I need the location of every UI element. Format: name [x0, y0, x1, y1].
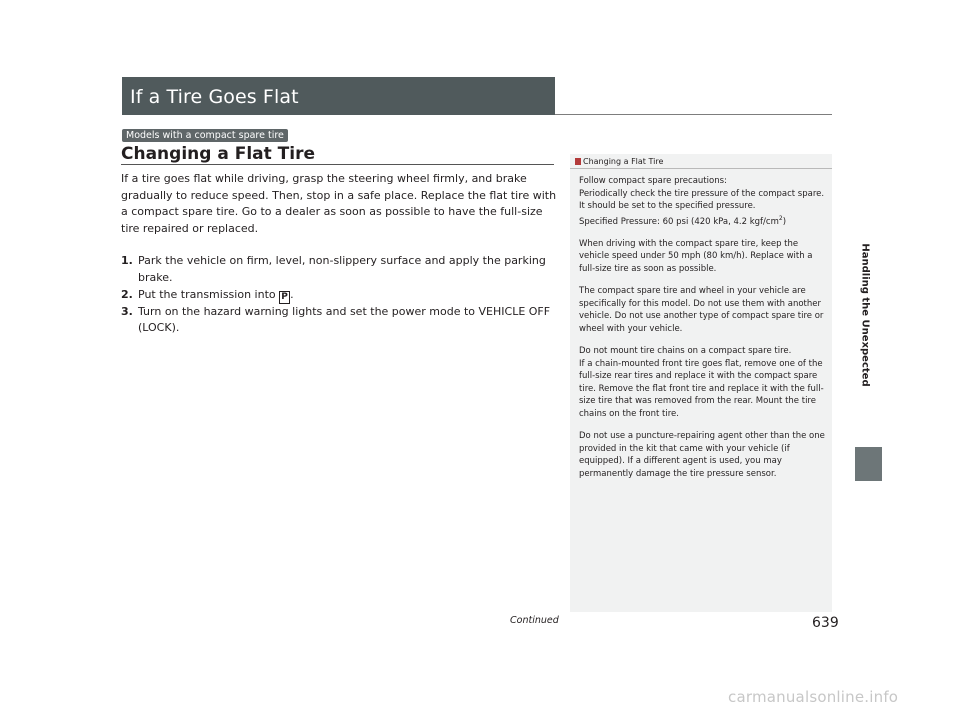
page-number: 639	[812, 615, 839, 631]
step-item	[121, 253, 557, 286]
notes-sidebar	[570, 154, 832, 612]
step-number: 3.	[121, 304, 133, 318]
main-body-text	[121, 171, 557, 337]
step-item	[121, 287, 557, 304]
model-applicability-tag: Models with a compact spare tire	[122, 129, 288, 142]
step-number: 2.	[121, 287, 133, 301]
chapter-tab-marker[interactable]	[855, 447, 882, 481]
sidebar-text	[579, 175, 827, 480]
sidebar-line	[579, 213, 827, 228]
chapter-label-text: Handling the Unexpected	[859, 243, 871, 387]
step-text: Turn on the hazard warning lights and set the power mode to VEHICLE OFF (LOCK).	[138, 304, 551, 335]
sidebar-heading	[575, 157, 663, 166]
sidebar-paragraph: When driving with the compact spare tire, keep the vehicle speed under 50 mph (80 km/h). Replace with a full-size tire as soon as possible.	[579, 238, 813, 274]
sidebar-divider	[570, 168, 832, 169]
sidebar-line: Follow compact spare precautions:	[579, 176, 727, 186]
section-heading: Changing a Flat Tire	[121, 144, 316, 164]
sidebar-paragraph: The compact spare tire and wheel in your vehicle are specifically for this model. Do not use them with another vehicle. Do not use another type of compact spare tire or wheel with your vehicle.	[579, 286, 824, 334]
continued-label: Continued	[510, 615, 559, 626]
watermark: carmanualsonline.info	[728, 688, 899, 706]
sidebar-paragraph: Do not use a puncture-repairing agent other than the one provided in the kit that came with your vehicle (if equipped). If a different agent is used, you may permanently damage the tire pressure sensor.	[579, 431, 825, 479]
sidebar-line: Periodically check the tire pressure of the compact spare. It should be set to the specified pressure.	[579, 188, 825, 211]
title-divider	[555, 114, 832, 115]
chapter-side-label	[857, 190, 873, 440]
park-position-icon: P	[279, 291, 290, 304]
chapter-title-banner	[122, 77, 555, 115]
reference-marker-icon	[575, 158, 581, 165]
step-text: Park the vehicle on firm, level, non-slippery surface and apply the parking brake.	[138, 254, 546, 284]
intro-paragraph: If a tire goes flat while driving, grasp the steering wheel firmly, and brake gradually to reduce speed. Then, stop in a safe place. Replace the flat tire with a compact spare tire. Go to a dealer as soon as possible to have the full-size tire repaired or replaced.	[121, 172, 557, 235]
closing-paren: )	[782, 216, 787, 227]
specified-pressure-text: Specified Pressure: 60 psi (420 kPa, 4.2 kgf/cm	[579, 216, 779, 227]
sidebar-line: Do not mount tire chains on a compact spare tire.	[579, 346, 792, 357]
sidebar-heading-text: Changing a Flat Tire	[583, 157, 664, 166]
step-number: 1.	[121, 254, 133, 268]
superscript: 2	[778, 214, 783, 222]
step-text: Put the transmission into	[138, 287, 280, 301]
step-text-end: .	[290, 287, 294, 301]
step-item	[121, 304, 557, 337]
page-title: If a Tire Goes Flat	[130, 86, 299, 108]
sidebar-paragraph: If a chain-mounted front tire goes flat, remove one of the full-size rear tires and replace it with the compact spare tire. Remove the flat front tire and replace it with the full-size tire that was removed from the rear. Mount the tire chains on the front tire.	[579, 358, 824, 419]
section-divider	[121, 164, 554, 165]
